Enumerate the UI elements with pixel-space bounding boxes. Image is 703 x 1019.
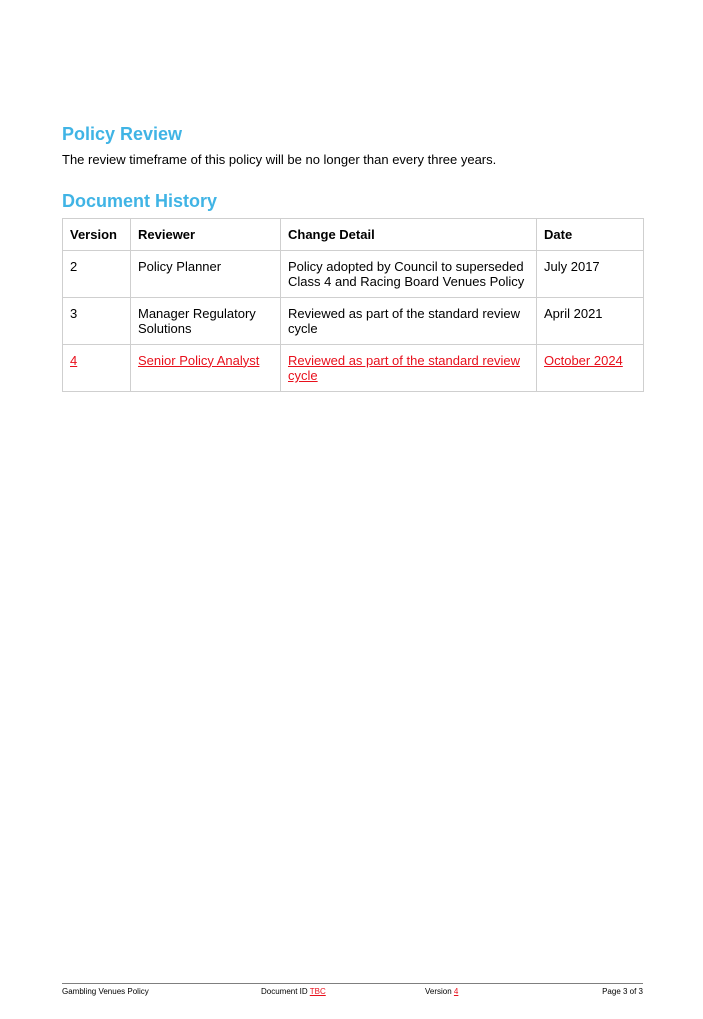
table-header-row	[63, 219, 644, 251]
policy-review-text: The review timeframe of this policy will be no longer than every three years.	[62, 152, 497, 167]
table-row-tracked-change	[63, 344, 644, 391]
cell-change-detail: Policy adopted by Council to superseded Class 4 and Racing Board Venues Policy	[281, 250, 537, 297]
cell-date: July 2017	[537, 250, 644, 297]
cell-change-detail: Reviewed as part of the standard review cycle	[288, 352, 520, 383]
cell-date: April 2021	[537, 297, 644, 344]
document-history-table	[62, 218, 644, 392]
table-row	[63, 250, 644, 297]
page-footer	[62, 983, 643, 996]
cell-reviewer: Policy Planner	[131, 250, 281, 297]
footer-doc-id: Document ID TBC	[261, 987, 326, 996]
policy-review-heading: Policy Review	[62, 124, 183, 144]
table-row	[63, 297, 644, 344]
document-history-heading: Document History	[62, 191, 218, 211]
cell-version: 2	[63, 250, 131, 297]
footer-version-value: 4	[453, 987, 459, 996]
footer-doc-title: Gambling Venues Policy	[62, 987, 149, 996]
cell-version: 4	[70, 352, 78, 368]
column-header-reviewer: Reviewer	[131, 219, 281, 251]
cell-reviewer: Senior Policy Analyst	[138, 352, 260, 368]
cell-change-detail: Reviewed as part of the standard review cycle	[281, 297, 537, 344]
footer-page-number: Page 3 of 3	[602, 987, 643, 996]
column-header-version: Version	[63, 219, 131, 251]
column-header-date: Date	[537, 219, 644, 251]
footer-version: Version 4	[425, 987, 459, 996]
cell-reviewer: Manager Regulatory Solutions	[131, 297, 281, 344]
cell-date: October 2024	[544, 352, 623, 368]
column-header-change-detail: Change Detail	[281, 219, 537, 251]
footer-doc-id-value: TBC	[309, 987, 326, 996]
cell-version: 3	[63, 297, 131, 344]
